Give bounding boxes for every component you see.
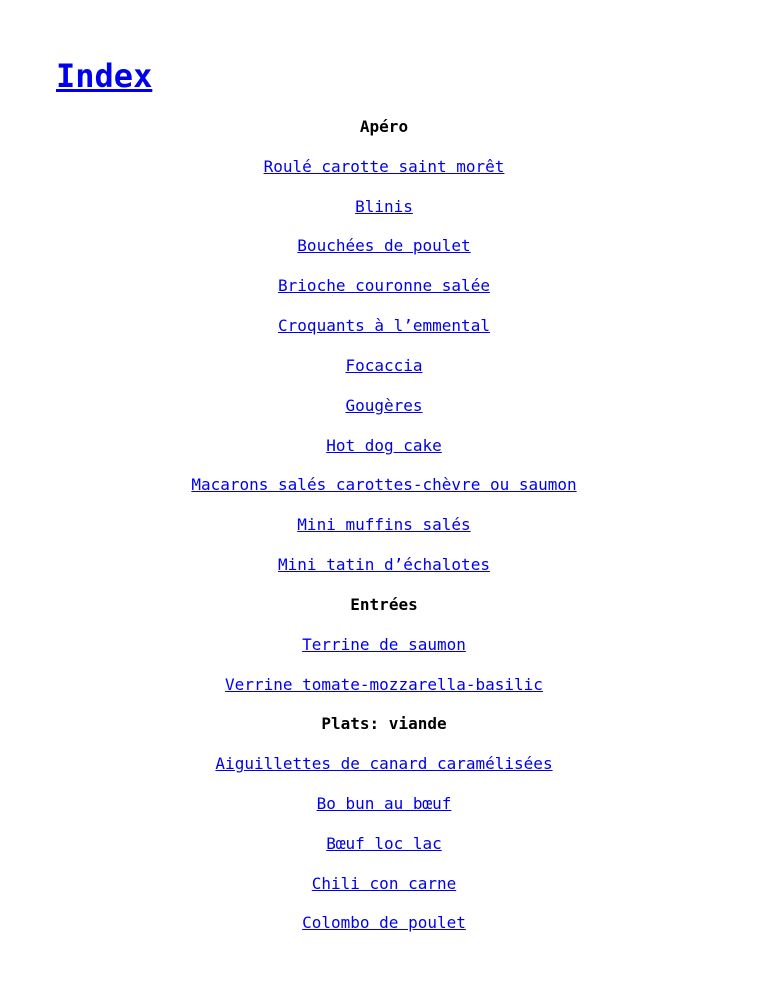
page-title [56,56,152,96]
section-heading-apero: Apéro [359,116,409,136]
recipe-link[interactable]: Bœuf loc lac [326,833,442,853]
list-item [0,665,768,705]
list-item [0,744,768,784]
list-item [0,904,768,944]
section-heading-entrees: Entrées [350,594,418,614]
recipe-link[interactable]: Mini muffins salés [297,515,471,535]
list-item [0,266,768,306]
list-item [0,346,768,386]
recipe-link[interactable]: Mini tatin d’échalotes [278,555,490,575]
list-item [0,824,768,864]
recipe-link[interactable]: Colombo de poulet [302,913,466,933]
recipe-link[interactable]: Roulé carotte saint morêt [263,156,505,176]
recipe-link[interactable]: Blinis [355,196,413,216]
recipe-link[interactable]: Terrine de saumon [302,634,466,654]
index-title-link[interactable]: Index [56,57,153,95]
recipe-link[interactable]: Bouchées de poulet [297,236,471,256]
recipe-link[interactable]: Verrine tomate-mozzarella-basilic [225,674,543,694]
recipe-link[interactable]: Hot dog cake [326,435,442,455]
list-item [0,505,768,545]
list-item [0,226,768,266]
recipe-link[interactable]: Aiguillettes de canard caramélisées [215,754,553,774]
list-item [0,465,768,505]
list-item [0,187,768,227]
recipe-link[interactable]: Croquants à l’emmental [278,316,490,336]
list-item [0,386,768,426]
recipe-link[interactable]: Focaccia [345,355,423,375]
recipe-index-list [0,107,768,943]
list-item [0,426,768,466]
list-item [0,545,768,585]
recipe-link[interactable]: Bo bun au bœuf [316,793,452,813]
recipe-link[interactable]: Chili con carne [311,873,457,893]
list-item [0,147,768,187]
list-item [0,306,768,346]
list-item [0,864,768,904]
recipe-link[interactable]: Brioche couronne salée [278,276,490,296]
recipe-link[interactable]: Macarons salés carottes-chèvre ou saumon [191,475,577,495]
recipe-link[interactable]: Gougères [345,395,423,415]
list-item [0,784,768,824]
list-item [0,625,768,665]
section-heading-plats-viande: Plats: viande [321,714,447,734]
